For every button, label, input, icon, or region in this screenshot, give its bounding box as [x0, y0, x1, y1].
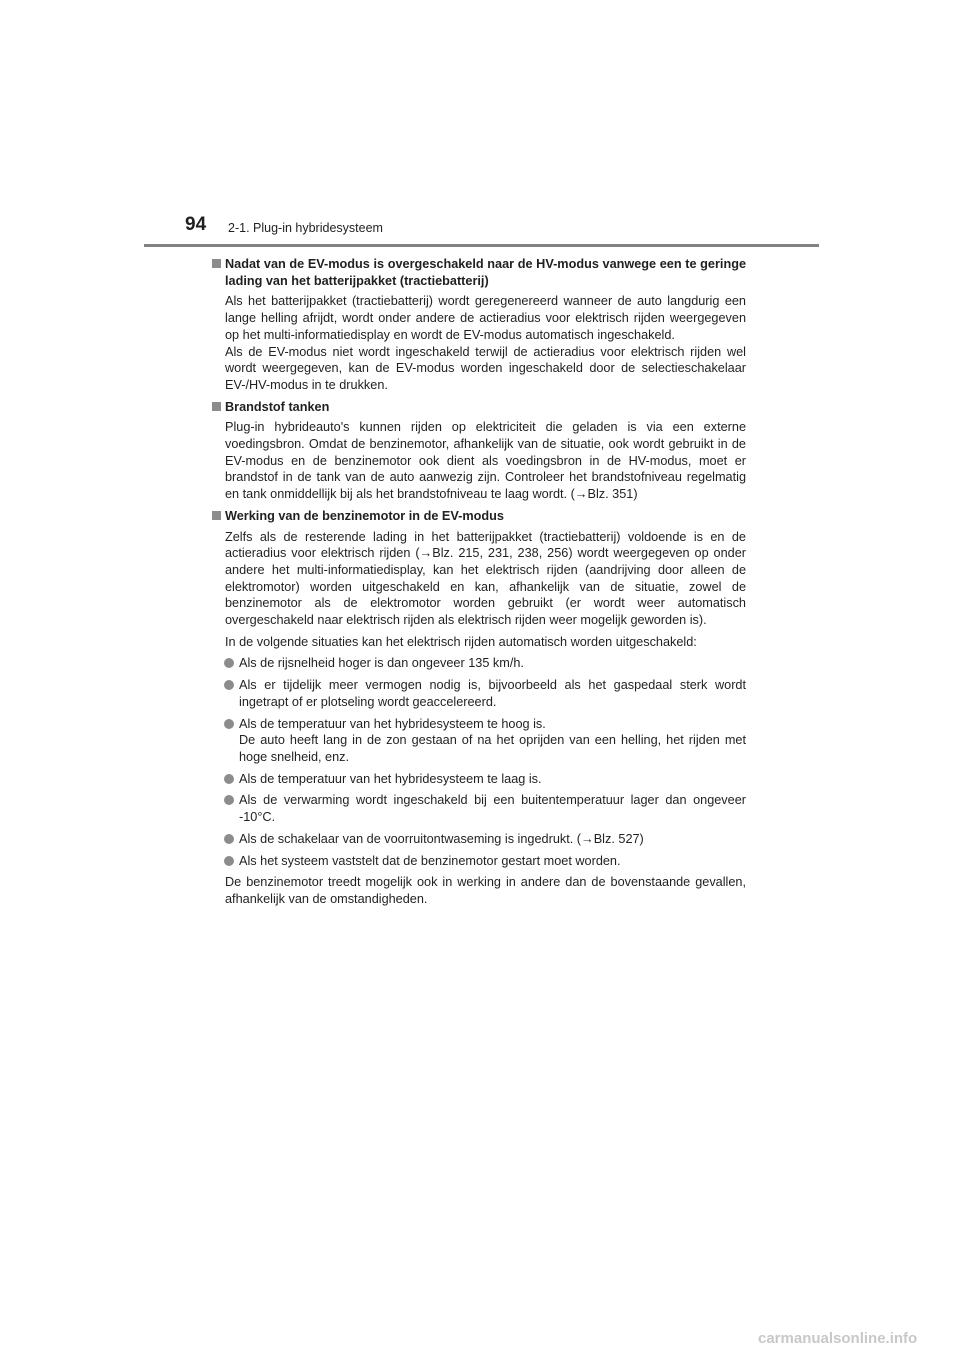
paragraph: [211, 529, 746, 629]
square-bullet-icon: [212, 259, 221, 268]
list-item-text: Als de temperatuur van het hybridesysteem te laag is.: [239, 771, 542, 786]
paragraph-line: Als de EV-modus niet wordt ingeschakeld terwijl de actieradius voor elektrisch rijden wel wordt weergegeven, kan de EV-modus worden ingeschakeld door de selectieschakelaar EV-/HV-modus in te drukken.: [225, 344, 746, 392]
list-item: [211, 677, 746, 710]
section-hv-switch: [211, 256, 746, 394]
header-rule: [144, 244, 819, 247]
section-title: [211, 399, 746, 416]
list-item: [211, 771, 746, 788]
chapter-title: 2-1. Plug-in hybridesysteem: [228, 221, 383, 235]
list-item-text: Als de rijsnelheid hoger is dan ongeveer 135 km/h.: [239, 656, 524, 671]
section-title-text: Werking van de benzinemotor in de EV-modus: [225, 508, 504, 523]
circle-bullet-icon: [224, 680, 234, 690]
circle-bullet-icon: [224, 834, 234, 844]
list-item-text: De auto heeft lang in de zon gestaan of na het oprijden van een helling, het rijden met hoge snelheid, enz.: [239, 733, 746, 764]
list-item-text: Als de temperatuur van het hybridesysteem te hoog is.: [239, 716, 546, 731]
section-engine-ev-mode: [211, 508, 746, 908]
paragraph: [211, 293, 746, 393]
square-bullet-icon: [212, 402, 221, 411]
section-title-text: Brandstof tanken: [225, 399, 330, 414]
paragraph-line: Plug-in hybrideauto's kunnen rijden op elektriciteit die geladen is via een externe voedingsbron. Omdat de benzinemotor, afhankelijk van de situatie, ook wordt gebruikt in de EV-modus en de benzinemotor ook dient als voedingsbron in de HV-modus, moet er brandstof in de tank van de auto aanwezig zijn. Controleer het brandstofniveau regelmatig en tank onmiddellijk bij als het brandstofniveau te laag wordt. (→Blz. 351): [225, 420, 746, 502]
paragraph: [211, 634, 746, 651]
list-item: [211, 716, 746, 766]
section-title: [211, 508, 746, 525]
circle-bullet-icon: [224, 856, 234, 866]
circle-bullet-icon: [224, 795, 234, 805]
paragraph-line: Zelfs als de resterende lading in het batterijpakket (tractiebatterij) voldoende is en de actieradius voor elektrisch rijden (→Blz. 215, 231, 238, 256) wordt weergegeven op onder andere het multi-informatiedisplay, kan het elektrisch rijden (aandrijving door alleen de elektromotor) worden uitgeschakeld en kan, afhankelijk van de situatie, zowel de benzinemotor als de elektromotor worden gebruikt (er wordt weer automatisch overgeschakeld naar elektrisch rijden als elektrisch rijden weer mogelijk geworden is).: [225, 529, 746, 628]
list-item-text: Als het systeem vaststelt dat de benzinemotor gestart moet worden.: [239, 853, 621, 868]
paragraph-line: De benzinemotor treedt mogelijk ook in werking in andere dan de bovenstaande gevallen, afhankelijk van de omstandigheden.: [225, 875, 746, 906]
closing-paragraph: [211, 874, 746, 907]
circle-bullet-icon: [224, 774, 234, 784]
list-item: [211, 831, 746, 848]
list-item-text: Als er tijdelijk meer vermogen nodig is, bijvoorbeeld als het gaspedaal sterk wordt ingetrapt of er plotseling wordt geaccelereerd.: [239, 678, 746, 709]
list-item: [211, 655, 746, 672]
page-header: [0, 0, 960, 250]
section-refueling: [211, 399, 746, 503]
circle-bullet-icon: [224, 658, 234, 668]
list-item: [211, 792, 746, 825]
square-bullet-icon: [212, 511, 221, 520]
page-number: 94: [185, 214, 207, 235]
paragraph: [211, 419, 746, 503]
page-content: [211, 256, 746, 913]
paragraph-line: In de volgende situaties kan het elektrisch rijden automatisch worden uitgeschakeld:: [225, 634, 697, 649]
section-title: [211, 256, 746, 289]
list-item-text: Als de schakelaar van de voorruitontwaseming is ingedrukt. (→Blz. 527): [239, 831, 644, 846]
list-item-text: Als de verwarming wordt ingeschakeld bij een buitentemperatuur lager dan ongeveer -10°C.: [239, 793, 746, 825]
section-title-text: Nadat van de EV-modus is overgeschakeld naar de HV-modus vanwege een te geringe lading van het batterijpakket (tractiebatterij): [225, 257, 746, 288]
circle-bullet-icon: [224, 719, 234, 729]
paragraph-line: Als het batterijpakket (tractiebatterij) wordt geregenereerd wanneer de auto langdurig een lange helling afrijdt, wordt onder andere de actieradius voor elektrisch rijden weergegeven op het multi-informatiedisplay en wordt de EV-modus automatisch ingeschakeld.: [225, 294, 746, 342]
list-item: [211, 853, 746, 870]
watermark-text: carmanualsonline.info: [758, 1330, 918, 1347]
